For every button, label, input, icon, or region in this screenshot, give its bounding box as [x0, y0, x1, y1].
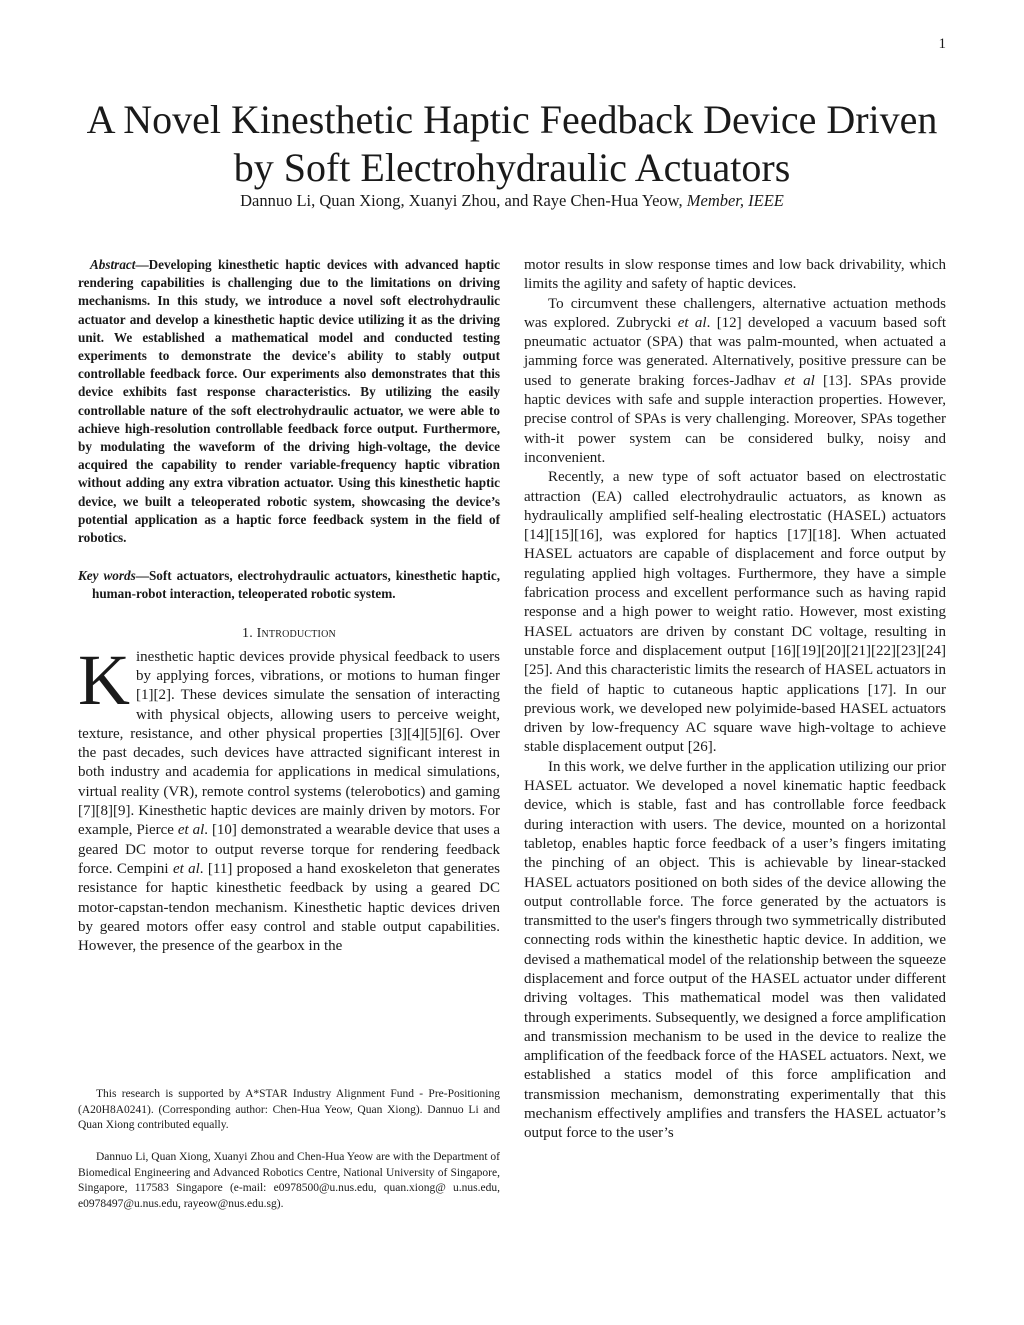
right-p1-etal2: et al — [784, 372, 815, 389]
right-column — [524, 256, 946, 1144]
keywords-text: —Soft actuators, electrohydraulic actuators, kinesthetic haptic, human-robot interaction, teleoperated robotic system. — [92, 568, 500, 602]
title-line-2: by Soft Electrohydraulic Actuators — [233, 145, 791, 190]
right-p1-a: To circumvent these challengers, alternative actuation methods was explored. Zubrycki — [524, 295, 946, 331]
intro-p1-etal2: et al — [172, 860, 200, 877]
intro-p1-etal: et al — [177, 822, 205, 839]
footnote-funding — [78, 1087, 500, 1134]
paper-title — [40, 96, 984, 192]
right-paragraph-1 — [524, 295, 946, 469]
author-names: Dannuo Li, Quan Xiong, Xuanyi Zhou, and Raye Chen-Hua Yeow, — [240, 191, 683, 210]
author-membership: Member, IEEE — [686, 191, 784, 210]
intro-p1-b: . [10] demonstrated a wearable device that uses a geared DC motor to output reverse torque for rendering feedback force. Cempini — [78, 822, 500, 877]
right-paragraph-0: motor results in slow response times and low back drivability, which limits the agility and safety of haptic devices. — [524, 257, 946, 293]
keywords-lead: Key words — [78, 568, 136, 584]
footnote-funding-text: This research is supported by A*STAR Industry Alignment Fund - Pre-Positioning (A20H8A0241). (Corresponding author: Chen-Hua Yeow, Quan Xiong). Dannuo Li and Quan Xiong contributed equally. — [78, 1088, 500, 1132]
abstract-lead: Abstract — [90, 257, 136, 272]
author-line — [40, 191, 984, 211]
right-p1-b: . [12] developed a vacuum based soft pneumatic actuator (SPA) that was palm-mounted, when actuated a jamming force was generated. Alternatively, positive pressure can be used to generate braking forces-Jadhav — [524, 314, 946, 389]
keywords — [78, 567, 500, 603]
intro-p1-c: . [11] proposed a hand exoskeleton that generates resistance for haptic kinesthetic feedback by using a geared DC motor-capstan-tendon mechanism. Kinesthetic haptic devices driven by geared motors offer easy control and stable output capabilities. However, the presence of the gearbox in the — [78, 860, 500, 955]
dropcap: K — [78, 639, 130, 720]
abstract-text: —Developing kinesthetic haptic devices with advanced haptic rendering capabilities is challenging due to the limitations on driving mechanisms. In this study, we introduce a novel soft electrohydraulic actuator and develop a kinesthetic haptic device utilizing it as the driving unit. We established a mathematical model and conducted testing experiments to demonstrate the device's ability to stably output controllable feedback force. Our experiments also demonstrates that this device exhibits fast response characteristics. By utilizing the easily controllable nature of the soft electrohydraulic actuator, we were able to achieve high-resolution controllable feedback force output. Furthermore, by modulating the waveform of the driving high-voltage, the device acquired the capability to render variable-frequency haptic vibration without adding any extra vibration actuator. Using this kinesthetic haptic device, we built a teleoperated robotic system, showcasing the device’s potential application as a haptic force feedback system in the field of robotics. — [78, 257, 500, 546]
intro-paragraph-1 — [78, 639, 500, 957]
right-p1-c: [13]. SPAs provide haptic devices with safe and supple interaction properties. However, precise control of SPAs is very challenging. Moreover, SPAs together with-it power system can be considered bulky, noisy and inconvenient. — [524, 372, 946, 466]
footnote-affiliation — [78, 1150, 500, 1212]
abstract — [78, 256, 500, 547]
right-paragraph-2: Recently, a new type of soft actuator based on electrostatic attraction (EA) called electrohydraulic actuators, as known as hydraulically amplified self-healing electrostatic (HASEL) actuators [14][15][16], was explored for haptics [17][18]. When actuated HASEL actuators are capable of displacement and force output by regulating applied high voltages. Furthermore, they have a simple fabrication process and excellent performance such as having rapid response and a high power to weight ratio. However, most existing HASEL actuators are driven by constant DC voltage, resulting in unstable force and displacement output [16][19][20][21][22][23][24][25]. And this characteristic limits the research of HASEL actuators in the field of haptic to cutaneous haptic applications [17]. In our previous work, we developed new polyimide-based HASEL actuators driven by low-frequency AC square wave high-voltage to achieve stable displacement output [26]. — [524, 469, 946, 756]
intro-p1-a: inesthetic haptic devices provide physical feedback to users by applying forces, vibrations, or motions to human finger [1][2]. These devices simulate the sensation of interacting with physical objects, allowing users to perceive weight, texture, resistance, and other physical properties [3][4][5][6]. Over the past decades, such devices have attracted significant interest in both industry and academia for applications in medical simulations, virtual reality (VR), remote control systems (telerobotics) and gaming [7][8][9]. Kinesthetic haptic devices are mainly driven by motors. For example, Pierce — [78, 648, 500, 839]
right-paragraph-3: In this work, we delve further in the application utilizing our prior HASEL actuator. We developed a novel kinematic haptic feedback device, which is stable, fast and has controllable force feedback during interaction with users. The device, mounted on a horizontal tabletop, enables haptic force feedback of a user’s fingers imitating the pinching of an object. This is achievable by linear-stacked HASEL actuators positioned on both sides of the device allowing the output controllable force. The force generated by the actuators is transmitted to the user's fingers through two symmetrically distributed connecting rods within the kinesthetic haptic device. In addition, we devised a mathematical model of the relationship between the squeeze displacement and force output of the HASEL actuator under different driving voltages. This mathematical model was then validated through experiments. Subsequently, we designed a force amplification and transmission mechanism to be used in the device to realize the amplification of the feedback force of the HASEL actuators. Next, we established a statics model of this force amplification and transmission mechanism, demonstrating experimentally that this mechanism effectively amplifies and transfers the HASEL actuator’s output force to the user’s — [524, 758, 946, 1142]
title-line-1: A Novel Kinesthetic Haptic Feedback Device Driven — [86, 97, 938, 142]
section-heading-introduction: 1. Introduction — [242, 625, 336, 641]
left-column — [78, 256, 500, 956]
right-p1-etal: et al — [677, 314, 707, 331]
page-number: 1 — [938, 36, 946, 52]
footnote-affiliation-text: Dannuo Li, Quan Xiong, Xuanyi Zhou and Chen-Hua Yeow are with the Department of Biomedical Engineering and Advanced Robotics Centre, National University of Singapore, Singapore, 117583 Singapore (e-mail: e0978500@u.nus.edu, quan.xiong@ u.nus.edu, e0978497@u.nus.edu, rayeow@nus.edu.sg). — [78, 1151, 500, 1210]
